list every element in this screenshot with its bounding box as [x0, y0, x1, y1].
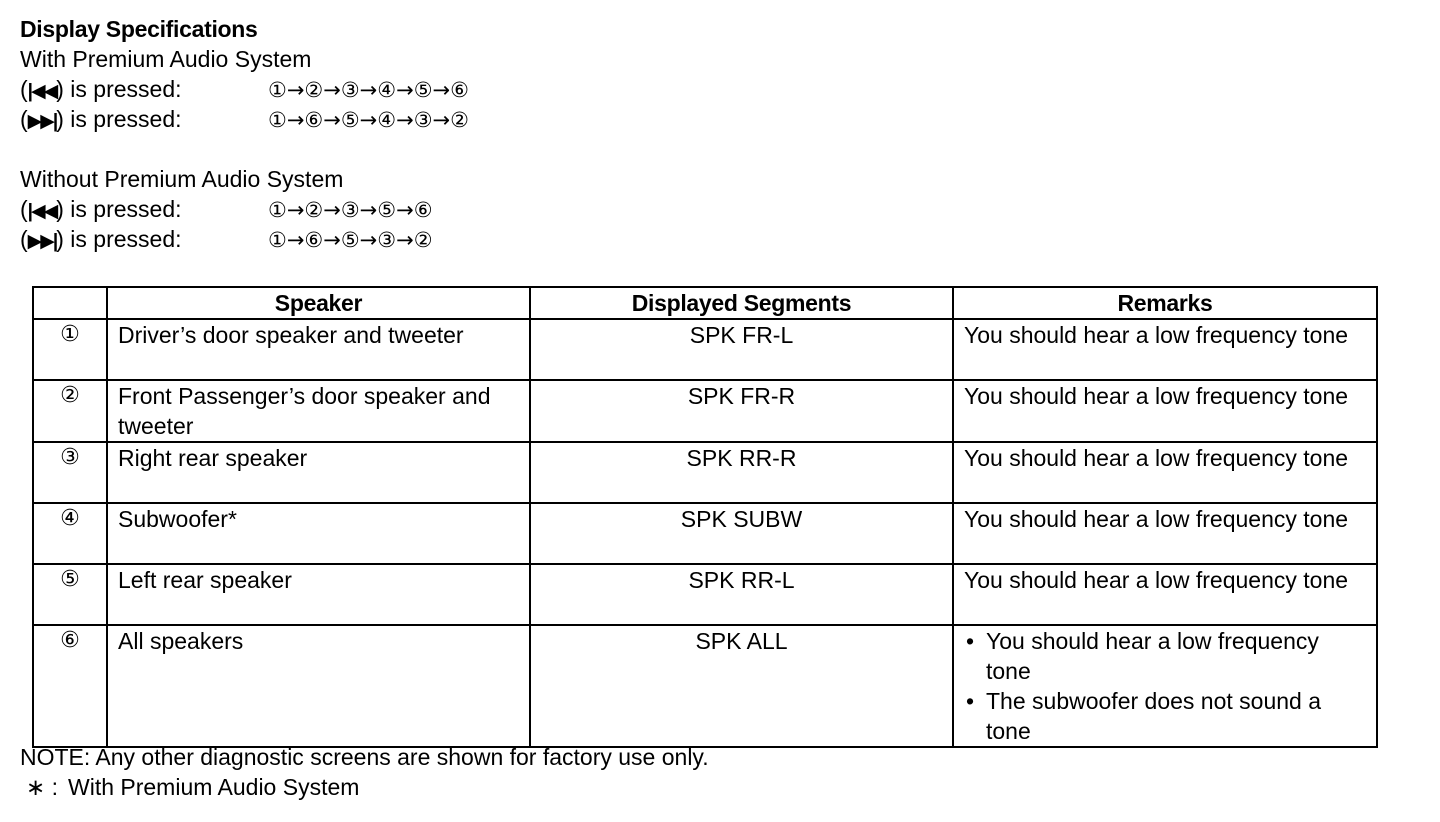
header-segments: Displayed Segments [530, 287, 953, 319]
header-speaker: Speaker [107, 287, 530, 319]
press-text: is pressed: [70, 76, 182, 102]
standard-prev-label: (|◀◀) is pressed: [20, 196, 182, 222]
notes [20, 742, 709, 802]
table-row [33, 564, 1377, 625]
table-row [33, 442, 1377, 503]
segment-cell: SPK FR-R [530, 380, 953, 442]
premium-section-title: With Premium Audio System [20, 46, 312, 72]
speaker-cell: Right rear speaker [107, 442, 530, 503]
standard-prev-sequence: ①→②→③→⑤→⑥ [268, 198, 433, 222]
header-remarks: Remarks [953, 287, 1377, 319]
speaker-cell: All speakers [107, 625, 530, 747]
row-number: ① [33, 319, 107, 380]
standard-prev-row [20, 194, 1420, 224]
note-text: NOTE: Any other diagnostic screens are shown for factory use only. [20, 744, 709, 770]
remark-bullet: • The subwoofer does not sound a tone [986, 686, 1366, 746]
segment-cell: SPK FR-L [530, 319, 953, 380]
standard-next-row [20, 224, 1420, 254]
document-page [20, 14, 1420, 800]
row-number: ⑥ [33, 625, 107, 747]
skip-forward-icon: ▶▶| [27, 231, 57, 252]
segment-cell: SPK SUBW [530, 503, 953, 564]
press-text: is pressed: [70, 106, 182, 132]
table-row [33, 625, 1377, 747]
premium-prev-sequence: ①→②→③→④→⑤→⑥ [268, 78, 469, 102]
footnote-text: With Premium Audio System [68, 774, 360, 800]
speaker-cell: Front Passenger’s door speaker and tweeter [107, 380, 530, 442]
premium-next-label: (▶▶|) is pressed: [20, 106, 182, 132]
remark-bullet-list [964, 626, 1366, 746]
table-header-row [33, 287, 1377, 319]
row-number: ③ [33, 442, 107, 503]
segment-cell: SPK ALL [530, 625, 953, 747]
standard-next-label: (▶▶|) is pressed: [20, 226, 182, 252]
remark-cell: You should hear a low frequency tone [953, 564, 1377, 625]
remark-cell: You should hear a low frequency tone [953, 442, 1377, 503]
standard-next-sequence: ①→⑥→⑤→③→② [268, 228, 433, 252]
remark-cell [953, 625, 1377, 747]
footnote [20, 772, 709, 802]
speaker-cell: Left rear speaker [107, 564, 530, 625]
press-text: is pressed: [70, 226, 182, 252]
press-text: is pressed: [70, 196, 182, 222]
remark-bullet: • You should hear a low frequency tone [986, 626, 1366, 686]
header-number [33, 287, 107, 319]
segment-cell: SPK RR-R [530, 442, 953, 503]
premium-prev-label: (|◀◀) is pressed: [20, 76, 182, 102]
remark-cell: You should hear a low frequency tone [953, 319, 1377, 380]
skip-back-icon: |◀◀ [27, 81, 57, 102]
asterisk-icon: ∗ : [26, 774, 59, 800]
premium-next-sequence: ①→⑥→⑤→④→③→② [268, 108, 469, 132]
row-number: ④ [33, 503, 107, 564]
row-number: ② [33, 380, 107, 442]
standard-section-title: Without Premium Audio System [20, 166, 344, 192]
skip-forward-icon: ▶▶| [27, 111, 57, 132]
table-row [33, 503, 1377, 564]
speaker-table [32, 286, 1378, 748]
premium-next-row [20, 104, 1420, 134]
speaker-cell: Driver’s door speaker and tweeter [107, 319, 530, 380]
row-number: ⑤ [33, 564, 107, 625]
page-title: Display Specifications [20, 16, 258, 42]
table-row [33, 380, 1377, 442]
skip-back-icon: |◀◀ [27, 201, 57, 222]
table-row [33, 319, 1377, 380]
speaker-cell: Subwoofer* [107, 503, 530, 564]
remark-cell: You should hear a low frequency tone [953, 380, 1377, 442]
segment-cell: SPK RR-L [530, 564, 953, 625]
premium-prev-row [20, 74, 1420, 104]
remark-cell: You should hear a low frequency tone [953, 503, 1377, 564]
